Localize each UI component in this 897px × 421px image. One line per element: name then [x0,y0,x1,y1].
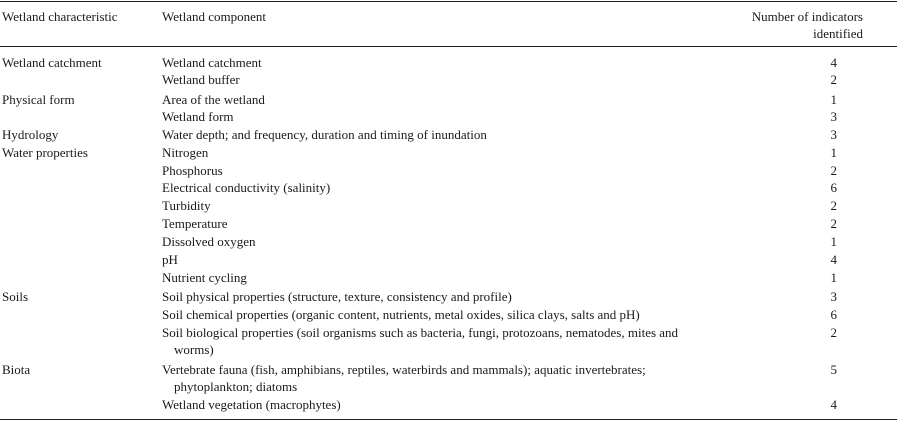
row-count: 3 [830,289,837,304]
row-characteristic: Soils [2,289,29,304]
row-component: Soil chemical properties (organic content, nutrients, metal oxides, silica clays, salts and pH) [162,307,640,322]
row-component: Area of the wetland [162,92,265,107]
row-count: 1 [830,92,837,107]
table-row [0,233,897,250]
table-row [0,179,897,196]
row-component: Wetland form [162,109,234,124]
row-count: 2 [830,325,837,340]
header-number-line1: Number of indicators [751,9,863,24]
header-number-of-indicators [752,8,863,42]
row-count: 2 [830,72,837,87]
table-row [0,269,897,286]
row-characteristic: Hydrology [2,127,59,142]
row-count: 1 [830,234,837,249]
table-row [0,324,897,358]
header-number-line2: identified [813,26,863,41]
row-count: 2 [830,163,837,178]
row-component-line1: Soil biological properties (soil organisms such as bacteria, fungi, protozoans, nematodes, mites and [162,325,679,340]
bottom-rule [0,419,897,420]
table-row [0,108,897,125]
row-count: 2 [830,216,837,231]
table-row [0,361,897,395]
row-component: Electrical conductivity (salinity) [162,180,331,195]
row-component [162,324,678,358]
table-row [0,288,897,305]
table-row [0,197,897,214]
row-component [162,361,646,395]
row-component: Nutrient cycling [162,270,247,285]
table-row [0,71,897,88]
row-component: Nitrogen [162,145,209,160]
header-wetland-component: Wetland component [162,9,267,24]
table-row [0,306,897,323]
row-count: 1 [830,270,837,285]
row-component: Water depth; and frequency, duration and timing of inundation [162,127,487,142]
row-count: 2 [830,198,837,213]
row-characteristic: Water properties [2,145,88,160]
row-component: pH [162,252,178,267]
row-count: 4 [830,55,837,70]
row-component: Wetland catchment [162,55,262,70]
row-characteristic: Wetland catchment [2,55,102,70]
row-component-line2: worms) [174,342,214,357]
row-component: Wetland buffer [162,72,240,87]
row-component: Temperature [162,216,228,231]
table-row [0,215,897,232]
row-count: 4 [830,252,837,267]
table-row [0,144,897,161]
row-component-line1: Vertebrate fauna (fish, amphibians, reptiles, waterbirds and mammals); aquatic invertebrates; [162,362,646,377]
table-row [0,251,897,268]
row-count: 6 [830,307,837,322]
row-count: 5 [830,362,837,377]
table-row [0,162,897,179]
header-wetland-characteristic: Wetland characteristic [2,9,118,24]
table-row [0,126,897,143]
row-count: 3 [830,127,837,142]
row-component: Wetland vegetation (macrophytes) [162,397,341,412]
row-count: 3 [830,109,837,124]
row-component: Turbidity [162,198,211,213]
row-component: Dissolved oxygen [162,234,256,249]
header-rule [0,46,897,47]
row-characteristic: Physical form [2,92,75,107]
table-row [0,54,897,71]
row-component: Soil physical properties (structure, texture, consistency and profile) [162,289,512,304]
row-characteristic: Biota [2,362,31,377]
top-rule [0,1,897,2]
row-component: Phosphorus [162,163,223,178]
row-component-line2: phytoplankton; diatoms [174,379,298,394]
table-row [0,91,897,108]
row-count: 1 [830,145,837,160]
row-count: 4 [830,397,837,412]
row-count: 6 [830,180,837,195]
table-row [0,396,897,413]
